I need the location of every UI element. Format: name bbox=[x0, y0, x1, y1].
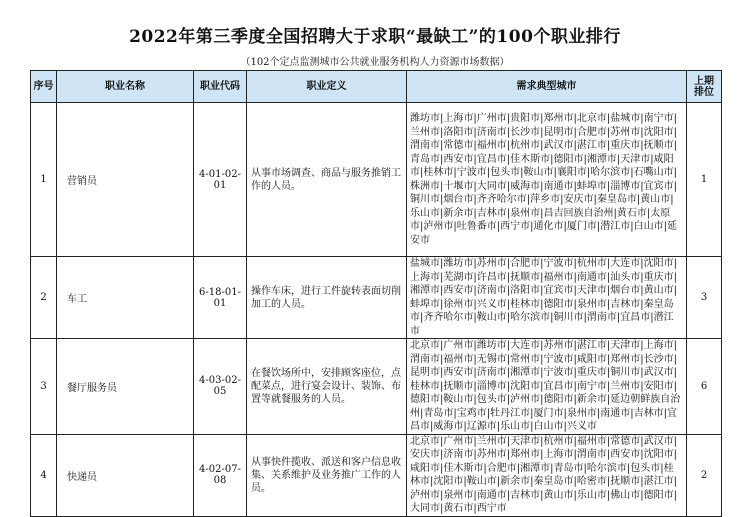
table-row bbox=[31, 339, 722, 435]
cell-cities: 北京市|广州市|兰州市|天津市|杭州市|福州市|常德市|武汉市|安庆市|济南市|苏州市|郑州市|上海市|渭南市|西安市|沈阳市|咸阳市|佳木斯市|合肥市|湘潭市|青岛市|哈尔滨市|包头市|桂林市|沈阳市|鞍山市|新余市|秦皇岛市|哈密市|抚顺市|湛江市|泸州市|泉州市|南通市|吉林市|黄山市|乐山市|佛山市|德阳市|大同市|黄石市|西宁市 bbox=[407, 434, 687, 516]
cell-seq: 4 bbox=[31, 434, 57, 516]
cell-name: 车工 bbox=[57, 257, 194, 339]
cell-seq: 1 bbox=[31, 103, 57, 257]
header-name: 职业名称 bbox=[57, 71, 194, 103]
ranking-table bbox=[30, 70, 722, 517]
header-cities: 需求典型城市 bbox=[407, 71, 687, 103]
header-prev-rank: 上期排位 bbox=[687, 71, 722, 103]
table-header-row bbox=[31, 71, 722, 103]
cell-prev-rank: 2 bbox=[687, 434, 722, 516]
page-title: 2022年第三季度全国招聘大于求职“最缺工”的100个职业排行 bbox=[129, 27, 621, 47]
cell-definition: 在餐饮场所中，安排顾客座位，点配菜点，进行宴会设计、装饰、布置等就餐服务的人员。 bbox=[247, 339, 407, 435]
page-subtitle: （102个定点监测城市公共就业服务机构人力资源市场数据） bbox=[240, 57, 510, 68]
header-code: 职业代码 bbox=[194, 71, 247, 103]
table-row bbox=[31, 434, 722, 516]
cell-code: 4-01-02-01 bbox=[194, 103, 247, 257]
cell-name: 餐厅服务员 bbox=[57, 339, 194, 435]
header-seq: 序号 bbox=[31, 71, 57, 103]
table-row bbox=[31, 103, 722, 257]
cell-cities: 北京市|广州市|潍坊市|大连市|苏州市|湛江市|天津市|上海市|渭南市|福州市|无锡市|常州市|宁波市|咸阳市|郑州市|长沙市|昆明市|西安市|济南市|湘潭市|宁波市|重庆市|铜川市|武汉市|桂林市|抚顺市|淄博市|沈阳市|宜昌市|南宁市|兰州市|安阳市|德阳市|鞍山市|包头市|泸州市|德阳市|新余市|延边朝鲜族自治州|青岛市|宝鸡市|牡丹江市|厦门市|泉州市|南通市|吉林市|宜昌市|威海市|辽源市|乐山市|白山市|兴义市 bbox=[407, 339, 687, 435]
cell-name: 快递员 bbox=[57, 434, 194, 516]
cell-code: 4-02-07-08 bbox=[194, 434, 247, 516]
cell-name: 营销员 bbox=[57, 103, 194, 257]
cell-definition: 从事快件揽收、派送和客户信息收集、关系维护及业务推广工作的人员。 bbox=[247, 434, 407, 516]
cell-cities: 盐城市|潍坊市|苏州市|合肥市|宁波市|杭州市|大连市|沈阳市|上海市|芜湖市|许昌市|抚顺市|福州市|南通市|汕头市|重庆市|湘潭市|西安市|济南市|洛阳市|宜宾市|天津市|烟台市|黄山市|蚌埠市|徐州市|兴义市|桂林市|德阳市|泉州市|吉林市|秦皇岛市|齐齐哈尔市|鞍山市|哈尔滨市|铜川市|渭南市|宜昌市|潜江市 bbox=[407, 257, 687, 339]
cell-definition: 操作车床，进行工件旋转表面切削加工的人员。 bbox=[247, 257, 407, 339]
cell-prev-rank: 1 bbox=[687, 103, 722, 257]
header-definition: 职业定义 bbox=[247, 71, 407, 103]
cell-prev-rank: 6 bbox=[687, 339, 722, 435]
cell-definition: 从事市场调查、商品与服务推销工作的人员。 bbox=[247, 103, 407, 257]
table-row bbox=[31, 257, 722, 339]
cell-cities: 潍坊市|上海市|广州市|贵阳市|郑州市|北京市|盐城市|南宁市|兰州市|洛阳市|济南市|长沙市|昆明市|合肥市|苏州市|沈阳市|渭南市|常德市|福州市|杭州市|武汉市|湛江市|重庆市|抚顺市|青岛市|西安市|宜昌市|佳木斯市|德阳市|湘潭市|天津市|咸阳市|桂林市|宁波市|包头市|鞍山市|襄阳市|哈尔滨市|石嘴山市|株洲市|十堰市|大同市|威海市|南通市|蚌埠市|淄博市|宜宾市|铜川市|烟台市|齐齐哈尔市|萍乡市|安庆市|秦皇岛市|黄山市|乐山市|新余市|吉林市|泉州市|昌吉回族自治州|黄石市|太原市|泸州市|吐鲁番市|西宁市|通化市|厦门市|潜江市|白山市|延安市 bbox=[407, 103, 687, 257]
cell-seq: 3 bbox=[31, 339, 57, 435]
cell-code: 4-03-02-05 bbox=[194, 339, 247, 435]
cell-code: 6-18-01-01 bbox=[194, 257, 247, 339]
cell-seq: 2 bbox=[31, 257, 57, 339]
cell-prev-rank: 3 bbox=[687, 257, 722, 339]
